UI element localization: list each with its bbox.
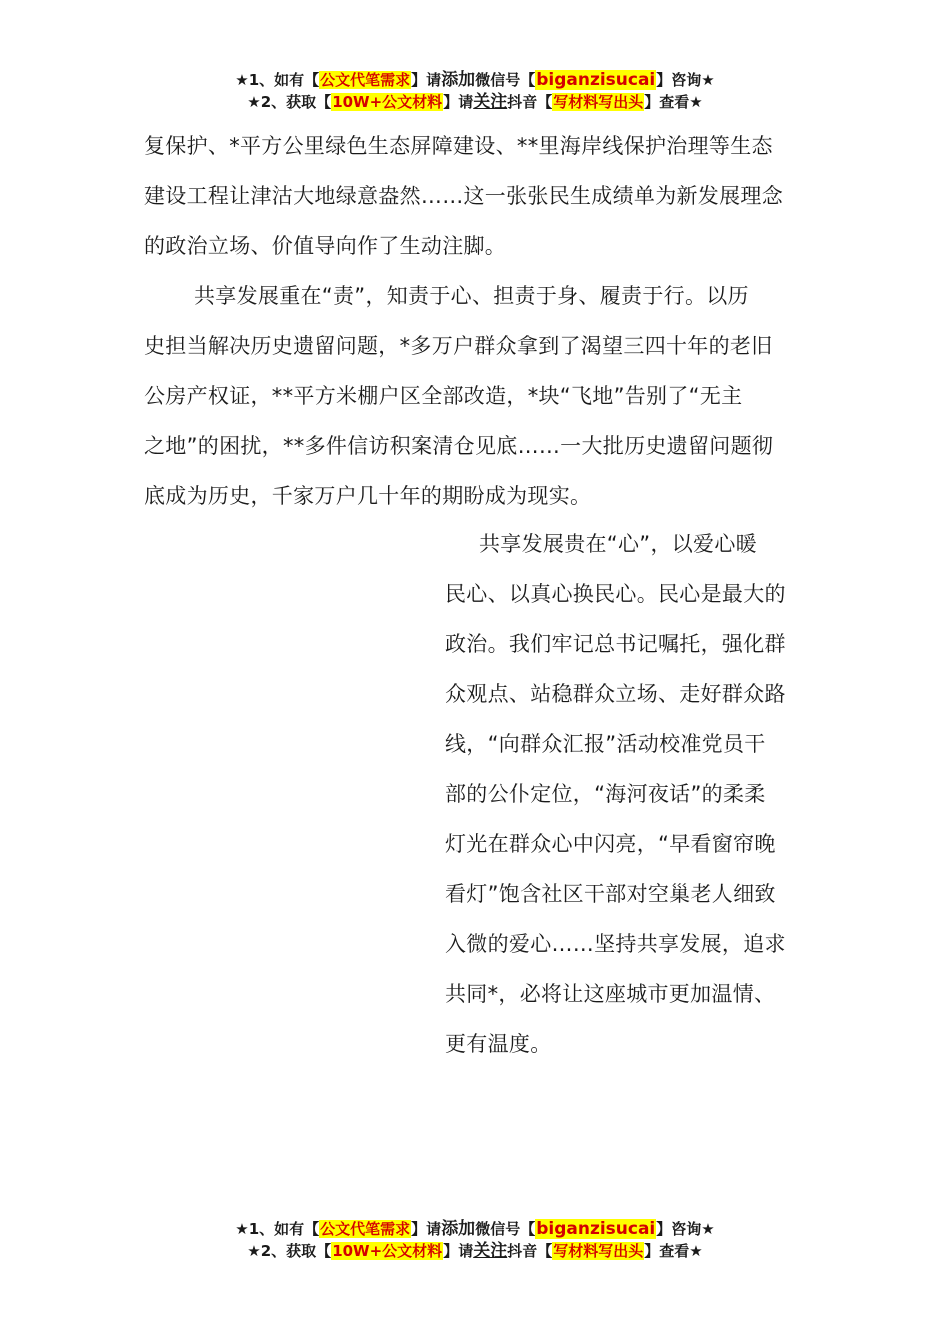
text-line: 公房产权证，**平方米棚户区全部改造，*块“飞地”告别了“无主 — [144, 384, 743, 408]
text-line: 共同*，必将让这座城市更加温情、 — [445, 982, 776, 1006]
banner-text: 】请 — [411, 1220, 442, 1238]
text-line: 的政治立场、价值导向作了生动注脚。 — [144, 234, 507, 258]
banner-line-2 — [0, 1240, 950, 1262]
banner-line-2 — [0, 91, 950, 113]
text-line: 看灯”饱含社区干部对空巢老人细致 — [445, 882, 776, 906]
text-line: 复保护、*平方公里绿色生态屏障建设、**里海岸线保护治理等生态 — [144, 134, 773, 158]
paragraph-3 — [445, 519, 807, 1069]
banner-highlight: 10W+公文材料 — [332, 1242, 443, 1260]
text-line: 线，“向群众汇报”活动校准党员干 — [445, 732, 766, 756]
header-banner — [0, 69, 950, 113]
text-line: 政治。我们牢记总书记嘱托，强化群 — [445, 632, 786, 656]
banner-emphasis: 添加 — [441, 1219, 476, 1239]
text-line-indented: 共享发展贵在“心”，以爱心暖 — [479, 532, 757, 556]
banner-text: 抖音【 — [507, 93, 553, 111]
banner-text: 】请 — [443, 1242, 474, 1260]
banner-text: 】咨询★ — [656, 71, 715, 89]
text-line: 灯光在群众心中闪亮，“早看窗帘晚 — [445, 832, 776, 856]
text-line — [445, 519, 807, 569]
banner-highlight: 10W+公文材料 — [332, 93, 443, 111]
banner-emphasis: 关注 — [473, 92, 508, 112]
banner-emphasis: 关注 — [473, 1241, 508, 1261]
banner-text: 微信号【 — [475, 71, 536, 89]
banner-douyin-id: 写材料写出头 — [553, 1242, 644, 1260]
banner-text: 】请 — [411, 71, 442, 89]
text-line: 众观点、站稳群众立场、走好群众路 — [445, 682, 786, 706]
text-line: 共享发展重在“责”，知责于心、担责于身、履责于行。以历 — [194, 284, 749, 308]
banner-emphasis: 添加 — [441, 70, 476, 90]
banner-text: ★2、获取【 — [247, 1242, 332, 1260]
paragraph-2 — [144, 271, 808, 521]
banner-line-1 — [0, 69, 950, 91]
banner-text: 】请 — [443, 93, 474, 111]
footer-banner — [0, 1218, 950, 1262]
text-line: 之地”的困扰，**多件信访积案清仓见底……一大批历史遗留问题彻 — [144, 434, 774, 458]
text-line: 史担当解决历史遗留问题，*多万户群众拿到了渴望三四十年的老旧 — [144, 334, 773, 358]
banner-text: 】查看★ — [644, 93, 703, 111]
text-line: 入微的爱心……坚持共享发展，追求 — [445, 932, 786, 956]
banner-text: 】咨询★ — [656, 1220, 715, 1238]
text-line: 民心、以真心换民心。民心是最大的 — [445, 582, 786, 606]
paragraph-1 — [144, 121, 808, 271]
banner-wechat-id: biganzisucai — [536, 1219, 656, 1239]
text-line: 部的公仆定位，“海河夜话”的柔柔 — [445, 782, 766, 806]
text-line: 更有温度。 — [445, 1032, 552, 1056]
text-line: 底成为历史，千家万户几十年的期盼成为现实。 — [144, 484, 592, 508]
banner-text: 抖音【 — [507, 1242, 553, 1260]
banner-douyin-id: 写材料写出头 — [553, 93, 644, 111]
text-line: 建设工程让津沽大地绿意盎然……这一张张民生成绩单为新发展理念 — [144, 184, 783, 208]
banner-highlight: 公文代笔需求 — [320, 71, 411, 89]
banner-highlight: 公文代笔需求 — [320, 1220, 411, 1238]
banner-text: ★1、如有【 — [235, 1220, 320, 1238]
banner-text: 】查看★ — [644, 1242, 703, 1260]
banner-line-1 — [0, 1218, 950, 1240]
banner-text: ★1、如有【 — [235, 71, 320, 89]
banner-text: 微信号【 — [475, 1220, 536, 1238]
banner-text: ★2、获取【 — [247, 93, 332, 111]
banner-wechat-id: biganzisucai — [536, 70, 656, 90]
